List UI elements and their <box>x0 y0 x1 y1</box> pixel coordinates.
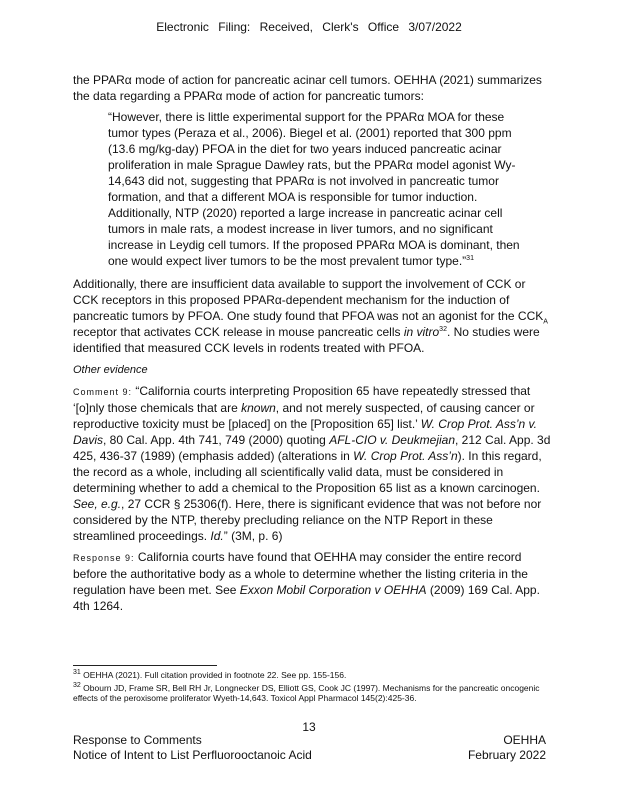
known-emphasis: known <box>241 401 276 415</box>
additional-text-1: Additionally, there are insufficient data available to support the involvement of CCK or CCK receptors in this proposed PPARα-dependent mechanism for the induction of pancreatic tumors by PFOA. One study found that PFOA was not an agonist for the CCK <box>73 277 544 323</box>
other-evidence-heading: Other evidence <box>73 364 148 376</box>
exxon-case-citation: Exxon Mobil Corporation v OEHHA <box>239 583 427 597</box>
in-vitro-term: in vitro <box>403 325 440 339</box>
comment-text-5: ). In this regard, the record as a whole, including all scientifically valid data, must be considered in determining whether to add a chemical to the Proposition 65 list as a known carcinogen. <box>73 449 542 495</box>
additional-text-2: receptor that activates CCK release in mouse pancreatic cells <box>73 325 404 339</box>
see-signal: See, e.g. <box>73 497 122 511</box>
quoted-block <box>108 109 530 269</box>
footer-doc-title: Response to Comments <box>73 733 202 747</box>
additional-text-3: . No studies were identified that measured CCK levels in rodents treated with PFOA. <box>73 325 540 355</box>
comment-text-4: , 212 Cal. App. 3d 425, 436-37 (1989) (emphasis added) (alterations in <box>73 433 551 463</box>
comment-text-3: , 80 Cal. App. 4th 741, 749 (2000) quoting <box>103 433 330 447</box>
filing-stamp-header: Electronic Filing: Received, Clerk's Office 3/07/2022 <box>156 20 462 34</box>
additional-paragraph <box>73 276 551 356</box>
footer-date: February 2022 <box>467 748 546 762</box>
footnote-divider <box>73 665 217 666</box>
footnote-32-text: Obourn JD, Frame SR, Bell RH Jr, Longnecker DS, Elliott GS, Cook JC (1997). Mechanisms for the pancreatic oncogenic effects of the peroxisome proliferator Wyeth-14,643. Toxicol Appl Pharmacol 145(2):425-36. <box>73 683 540 703</box>
footer-right <box>468 733 546 763</box>
comment-text-1: “California courts interpreting Proposition 65 have repeatedly stressed that ‘[o]nly those chemicals that are <box>73 384 531 415</box>
footnote-ref-32: 32 <box>439 326 447 333</box>
footer-doc-subtitle: Notice of Intent to List Perfluorooctanoic Acid <box>73 748 312 762</box>
quote-text: “However, there is little experimental support for the PPARα MOA for these tumor types (Peraza et al., 2006). Biegel et al. (2001) reported that 300 ppm (13.6 mg/kg-day) PFOA in the diet for two years induced pancreatic acinar proliferation in male Sprague Dawley rats, but the PPARα model agonist Wy-14,643 did not, suggesting that PPARα is not involved in pancreatic tumor formation, and that a different MOA is responsible for tumor induction. Additionally, NTP (2020) reported a large increase in pancreatic acinar cell tumors in male rats, a modest increase in liver tumors, and no significant increase in Leydig cell tumors. If the proposed PPARα MOA is dominant, then one would expect liver tumors to be the most prevalent tumor type.” <box>108 110 520 268</box>
footnote-31-text: OEHHA (2021). Full citation provided in footnote 22. See pp. 155-156. <box>80 670 347 680</box>
footer-agency: OEHHA <box>503 733 546 747</box>
case-citation-3: W. Crop Prot. Ass’n <box>353 449 458 463</box>
comment-9-paragraph <box>73 383 551 544</box>
comment-text-7: ” (3M, p. 6) <box>223 529 283 543</box>
response-label: Response 9: <box>73 553 135 563</box>
footnote-31 <box>73 670 548 680</box>
footnote-32 <box>73 683 548 703</box>
footnote-31-number: 31 <box>73 669 81 677</box>
response-9-paragraph <box>73 549 551 614</box>
response-text-2: (2009) 169 Cal. App. 4th 1264. <box>73 583 540 613</box>
intro-paragraph: the PPARα mode of action for pancreatic acinar cell tumors. OEHHA (2021) summarizes the data regarding a PPARα mode of action for pancreatic tumors: <box>73 73 542 103</box>
comment-text-2: , and not merely suspected, of causing cancer or reproductive toxicity must be [placed] on the [Proposition 65] list.’ <box>73 401 535 431</box>
response-text-1: California courts have found that OEHHA may consider the entire record before the authoritative body as a whole to determine whether the listing criteria in the regulation have been met. See <box>73 550 528 597</box>
comment-label: Comment 9: <box>73 387 133 397</box>
id-signal: Id. <box>210 529 224 543</box>
footer-left <box>73 733 312 763</box>
comment-text-6: , 27 CCR § 25306(f). Here, there is significant evidence that was not before nor considered by the NTP, thereby precluding reliance on the NTP Report in these streamlined proceedings. <box>73 497 542 543</box>
page-number: 13 <box>302 720 316 734</box>
footnote-32-number: 32 <box>73 682 81 690</box>
cck-subscript: A <box>543 318 548 326</box>
case-citation-1: W. Crop Prot. Ass’n v. Davis <box>73 417 537 447</box>
footnote-ref-31: 31 <box>466 255 474 262</box>
case-citation-2: AFL-CIO v. Deukmejian <box>329 433 455 447</box>
